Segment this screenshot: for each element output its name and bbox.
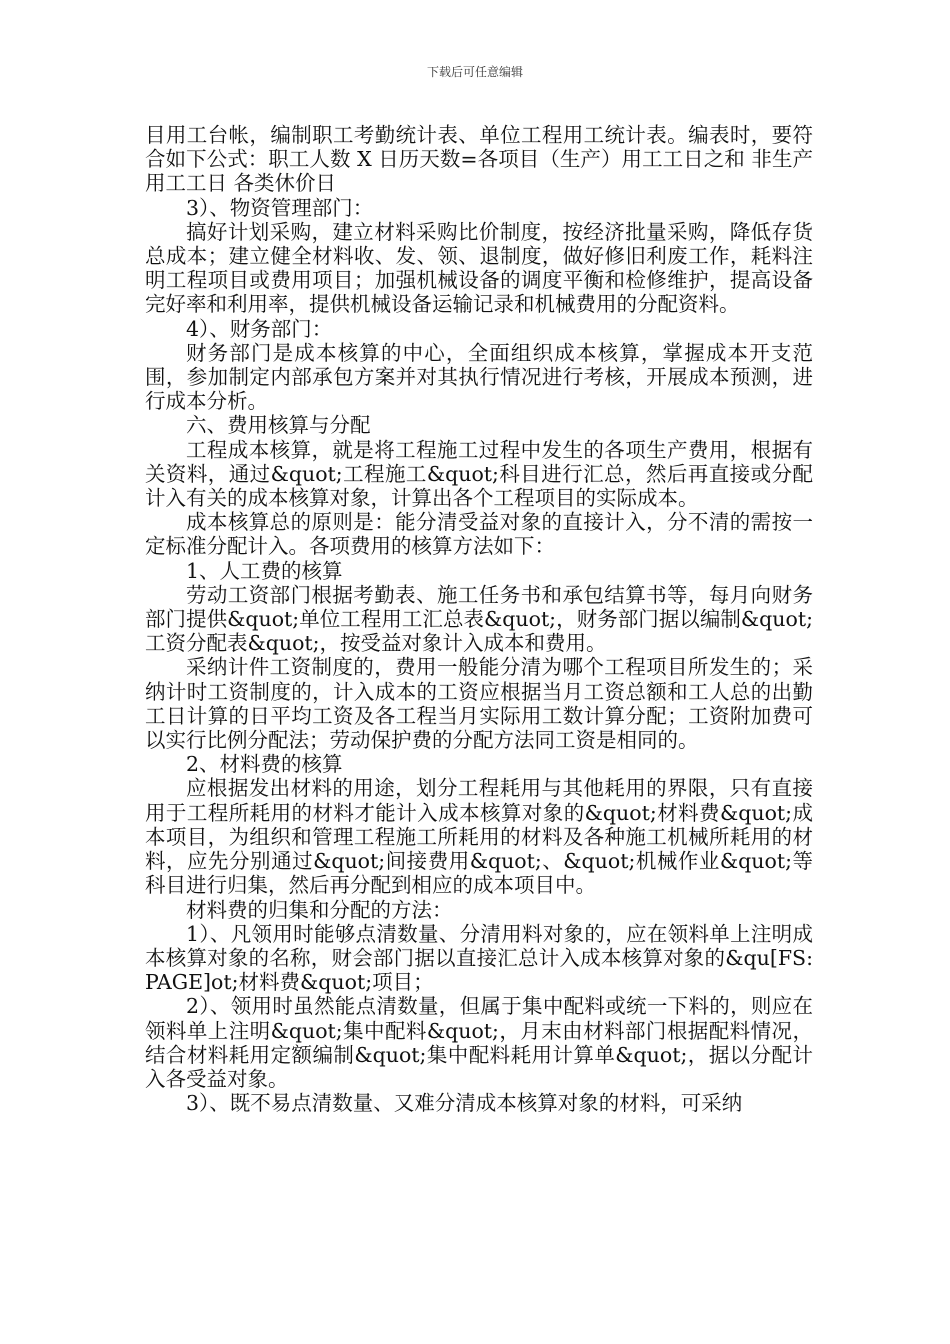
list-item: 2）、领用时虽然能点清数量，但属于集中配料或统一下料的，则应在领料单上注明&quot;集中配料&quot;，月末由材料部门根据配料情况，结合材料耗用定额编制&quot;集中配料耗用计算单&quot;，据以分配计入各受益对象。 bbox=[145, 994, 813, 1091]
section-heading: 3）、物资管理部门： bbox=[186, 195, 374, 220]
list-item: 3）、既不易点清数量、又难分清成本核算对象的材料，可采纳 bbox=[186, 1091, 743, 1116]
list-item: 1）、凡领用时能够点清数量、分清用料对象的，应在领料单上注明成本核算对象的名称，财会部门据以直接汇总计入成本核算对象的&qu[FS:PAGE]ot;材料费&quot;项目； bbox=[145, 921, 813, 995]
paragraph: 材料费的归集和分配的方法： bbox=[186, 897, 453, 922]
page-header: 下载后可任意编辑 bbox=[426, 65, 523, 79]
section-heading: 2、材料费的核算 bbox=[186, 752, 343, 777]
paragraph: 成本核算总的原则是：能分清受益对象的直接计入，分不清的需按一定标准分配计入。各项费用的核算方法如下： bbox=[145, 510, 813, 559]
paragraph: 搞好计划采购，建立材料采购比价制度，按经济批量采购，降低存货总成本；建立健全材料收、发、领、退制度，做好修旧利废工作，耗料注明工程项目或费用项目；加强机械设备的调度平衡和检修维护，提高设备完好率和利用率，提供机械设备运输记录和机械费用的分配资料。 bbox=[145, 219, 813, 317]
section-heading: 1、人工费的核算 bbox=[186, 558, 343, 583]
section-heading: 4）、财务部门： bbox=[186, 316, 333, 341]
paragraph: 工程成本核算，就是将工程施工过程中发生的各项生产费用，根据有关资料，通过&quot;工程施工&quot;科目进行汇总，然后再直接或分配计入有关的成本核算对象，计算出各个工程项目的实际成本。 bbox=[145, 437, 813, 511]
paragraph: 财务部门是成本核算的中心，全面组织成本核算，掌握成本开支范围，参加制定内部承包方案并对其执行情况进行考核，开展成本预测，进行成本分析。 bbox=[145, 340, 813, 414]
document-body bbox=[145, 123, 813, 1115]
paragraph: 采纳计件工资制度的，费用一般能分清为哪个工程项目所发生的；采纳计时工资制度的，计入成本的工资应根据当月工资总额和工人总的出勤工日计算的日平均工资及各工程当月实际用工数计算分配；工资附加费可以实行比例分配法；劳动保护费的分配方法同工资是相同的。 bbox=[145, 655, 813, 753]
paragraph: 目用工台帐，编制职工考勤统计表、单位工程用工统计表。编表时，要符合如下公式：职工人数 X 日历天数=各项目（生产）用工工日之和 非生产用工工日 各类休价日 bbox=[145, 123, 813, 196]
paragraph: 劳动工资部门根据考勤表、施工任务书和承包结算书等，每月向财务部门提供&quot;单位工程用工汇总表&quot;，财务部门据以编制&quot;工资分配表&quot;，按受益对象计入成本和费用。 bbox=[145, 582, 813, 656]
section-heading: 六、费用核算与分配 bbox=[186, 413, 371, 438]
paragraph: 应根据发出材料的用途，划分工程耗用与其他耗用的界限，只有直接用于工程所耗用的材料才能计入成本核算对象的&quot;材料费&quot;成本项目，为组织和管理工程施工所耗用的材料及各种施工机械所耗用的材料，应先分别通过&quot;间接费用&quot;、&quot;机械作业&quot;等科目进行归集，然后再分配到相应的成本项目中。 bbox=[145, 776, 813, 898]
